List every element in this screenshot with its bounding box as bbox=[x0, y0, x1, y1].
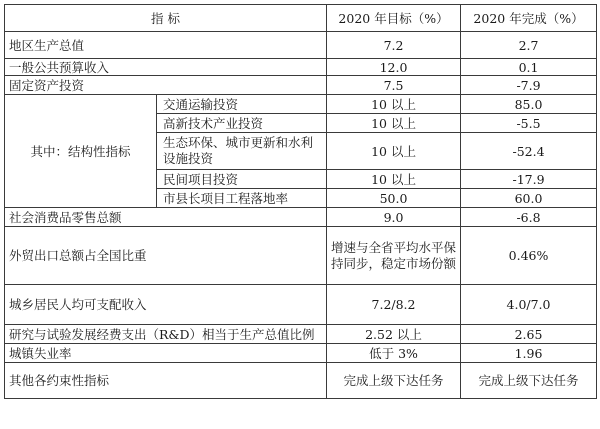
table-row bbox=[5, 285, 597, 325]
group-item-label: 市县长项目工程落地率 bbox=[157, 189, 327, 208]
row-actual: 完成上级下达任务 bbox=[461, 363, 597, 399]
indicator-table-container bbox=[4, 4, 596, 399]
row-actual: 2.7 bbox=[461, 32, 597, 59]
row-target: 7.2 bbox=[327, 32, 461, 59]
group-item-actual: -5.5 bbox=[461, 114, 597, 133]
table-row bbox=[5, 208, 597, 227]
group-item-target: 10 以上 bbox=[327, 170, 461, 189]
row-actual: 0.1 bbox=[461, 59, 597, 76]
row-target: 增速与全省平均水平保持同步，稳定市场份额 bbox=[327, 227, 461, 285]
header-target: 2020 年目标（%） bbox=[327, 5, 461, 32]
group-item-label: 高新技术产业投资 bbox=[157, 114, 327, 133]
row-target: 完成上级下达任务 bbox=[327, 363, 461, 399]
table-row bbox=[5, 76, 597, 95]
header-indicator: 指 标 bbox=[5, 5, 327, 32]
row-actual: 0.46% bbox=[461, 227, 597, 285]
table-row bbox=[5, 32, 597, 59]
group-item-actual: -52.4 bbox=[461, 133, 597, 170]
row-actual: 4.0/7.0 bbox=[461, 285, 597, 325]
row-target: 7.5 bbox=[327, 76, 461, 95]
row-actual: -7.9 bbox=[461, 76, 597, 95]
row-label: 一般公共预算收入 bbox=[5, 59, 327, 76]
table-header-row bbox=[5, 5, 597, 32]
group-item-actual: -17.9 bbox=[461, 170, 597, 189]
group-item-label: 生态环保、城市更新和水利设施投资 bbox=[157, 133, 327, 170]
row-target: 低于 3% bbox=[327, 344, 461, 363]
row-label: 外贸出口总额占全国比重 bbox=[5, 227, 327, 285]
row-target: 12.0 bbox=[327, 59, 461, 76]
row-actual: 1.96 bbox=[461, 344, 597, 363]
row-label: 地区生产总值 bbox=[5, 32, 327, 59]
table-row bbox=[5, 344, 597, 363]
row-target: 9.0 bbox=[327, 208, 461, 227]
row-label: 研究与试验发展经费支出（R&D）相当于生产总值比例 bbox=[5, 325, 327, 344]
table-row bbox=[5, 95, 597, 114]
table-row bbox=[5, 325, 597, 344]
header-actual: 2020 年完成（%） bbox=[461, 5, 597, 32]
table-row bbox=[5, 59, 597, 76]
group-label: 其中：结构性指标 bbox=[5, 95, 157, 208]
row-actual: -6.8 bbox=[461, 208, 597, 227]
group-item-target: 10 以上 bbox=[327, 114, 461, 133]
group-item-target: 10 以上 bbox=[327, 95, 461, 114]
row-target: 2.52 以上 bbox=[327, 325, 461, 344]
indicator-table bbox=[4, 4, 597, 399]
table-row bbox=[5, 363, 597, 399]
row-label: 城镇失业率 bbox=[5, 344, 327, 363]
group-item-target: 50.0 bbox=[327, 189, 461, 208]
table-row bbox=[5, 227, 597, 285]
group-item-actual: 85.0 bbox=[461, 95, 597, 114]
row-actual: 2.65 bbox=[461, 325, 597, 344]
group-item-actual: 60.0 bbox=[461, 189, 597, 208]
row-target: 7.2/8.2 bbox=[327, 285, 461, 325]
group-item-label: 交通运输投资 bbox=[157, 95, 327, 114]
row-label: 社会消费品零售总额 bbox=[5, 208, 327, 227]
group-item-label: 民间项目投资 bbox=[157, 170, 327, 189]
row-label: 固定资产投资 bbox=[5, 76, 327, 95]
row-label: 其他各约束性指标 bbox=[5, 363, 327, 399]
group-item-target: 10 以上 bbox=[327, 133, 461, 170]
row-label: 城乡居民人均可支配收入 bbox=[5, 285, 327, 325]
